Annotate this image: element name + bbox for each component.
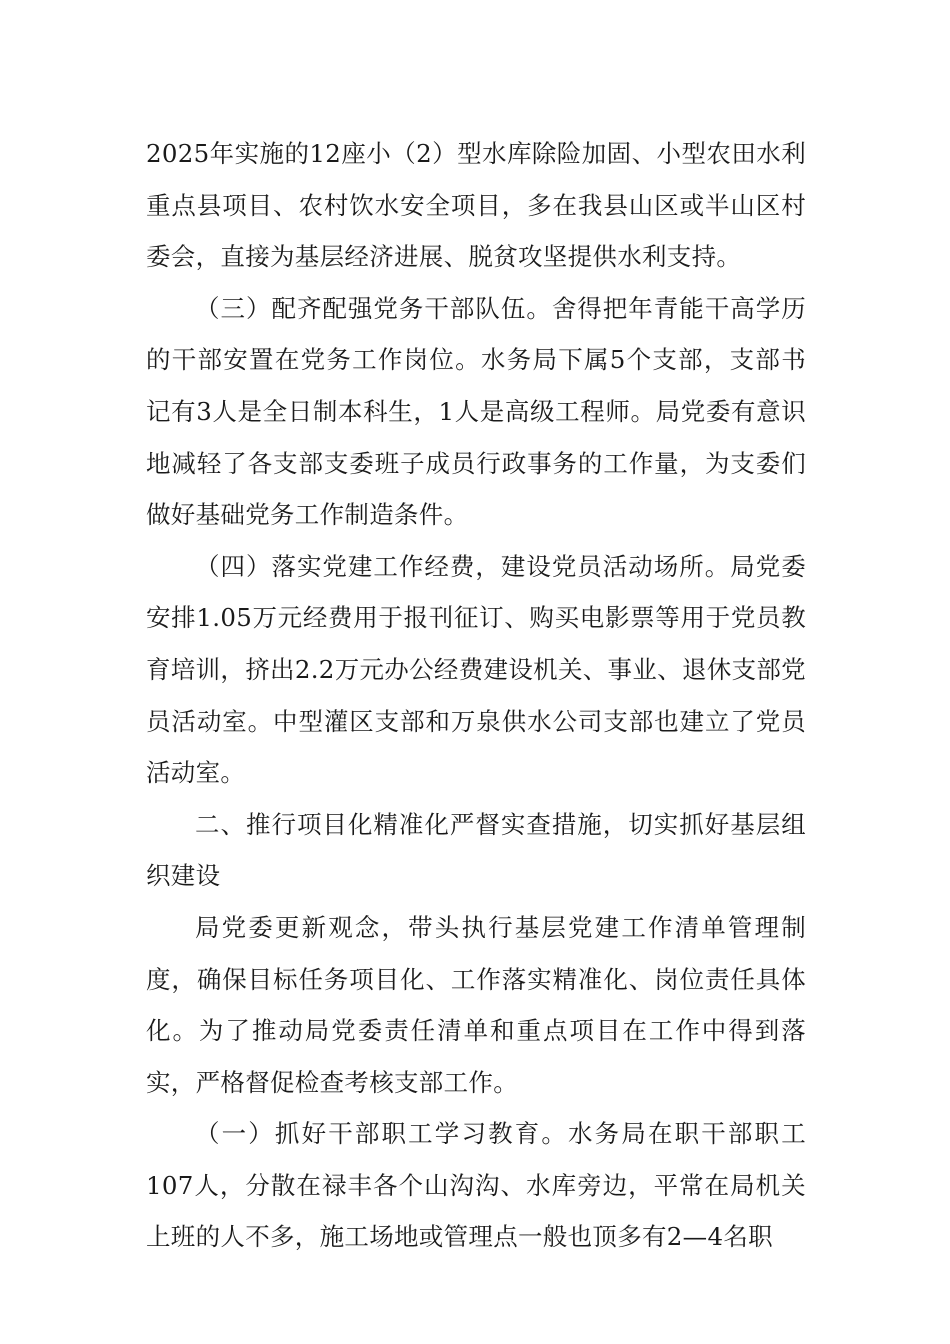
heading-part-two: 二、推行项目化精准化严督实查措施，切实抓好基层组织建设 (146, 809, 806, 891)
paragraph-intro: 局党委更新观念，带头执行基层党建工作清单管理制度，确保目标任务项目化、工作落实精准化、岗位责任具体化。为了推动局党委责任清单和重点项目在工作中得到落实，严格督促检查考核支部工作。 (146, 912, 806, 1097)
paragraph-section-four: （四）落实党建工作经费，建设党员活动场所。局党委安排1.05万元经费用于报刊征订、购买电影票等用于党员教育培训，挤出2.2万元办公经费建设机关、事业、退休支部党员活动室。中型灌区支部和万泉供水公司支部也建立了党员活动室。 (146, 551, 806, 788)
paragraph-section-one: （一）抓好干部职工学习教育。水务局在职干部职工107人，分散在禄丰各个山沟沟、水库旁边，平常在局机关上班的人不多，施工场地或管理点一般也顶多有2—4名职 (146, 1119, 806, 1252)
paragraph-continuation: 2025年实施的12座小（2）型水库除险加固、小型农田水利重点县项目、农村饮水安全项目，多在我县山区或半山区村委会，直接为基层经济进展、脱贫攻坚提供水利支持。 (146, 139, 806, 272)
body-text (146, 128, 806, 1263)
paragraph-section-three: （三）配齐配强党务干部队伍。舍得把年青能干高学历的干部安置在党务工作岗位。水务局下属5个支部，支部书记有3人是全日制本科生，1人是高级工程师。局党委有意识地减轻了各支部支委班子成员行政事务的工作量，为支委们做好基础党务工作制造条件。 (146, 293, 806, 530)
